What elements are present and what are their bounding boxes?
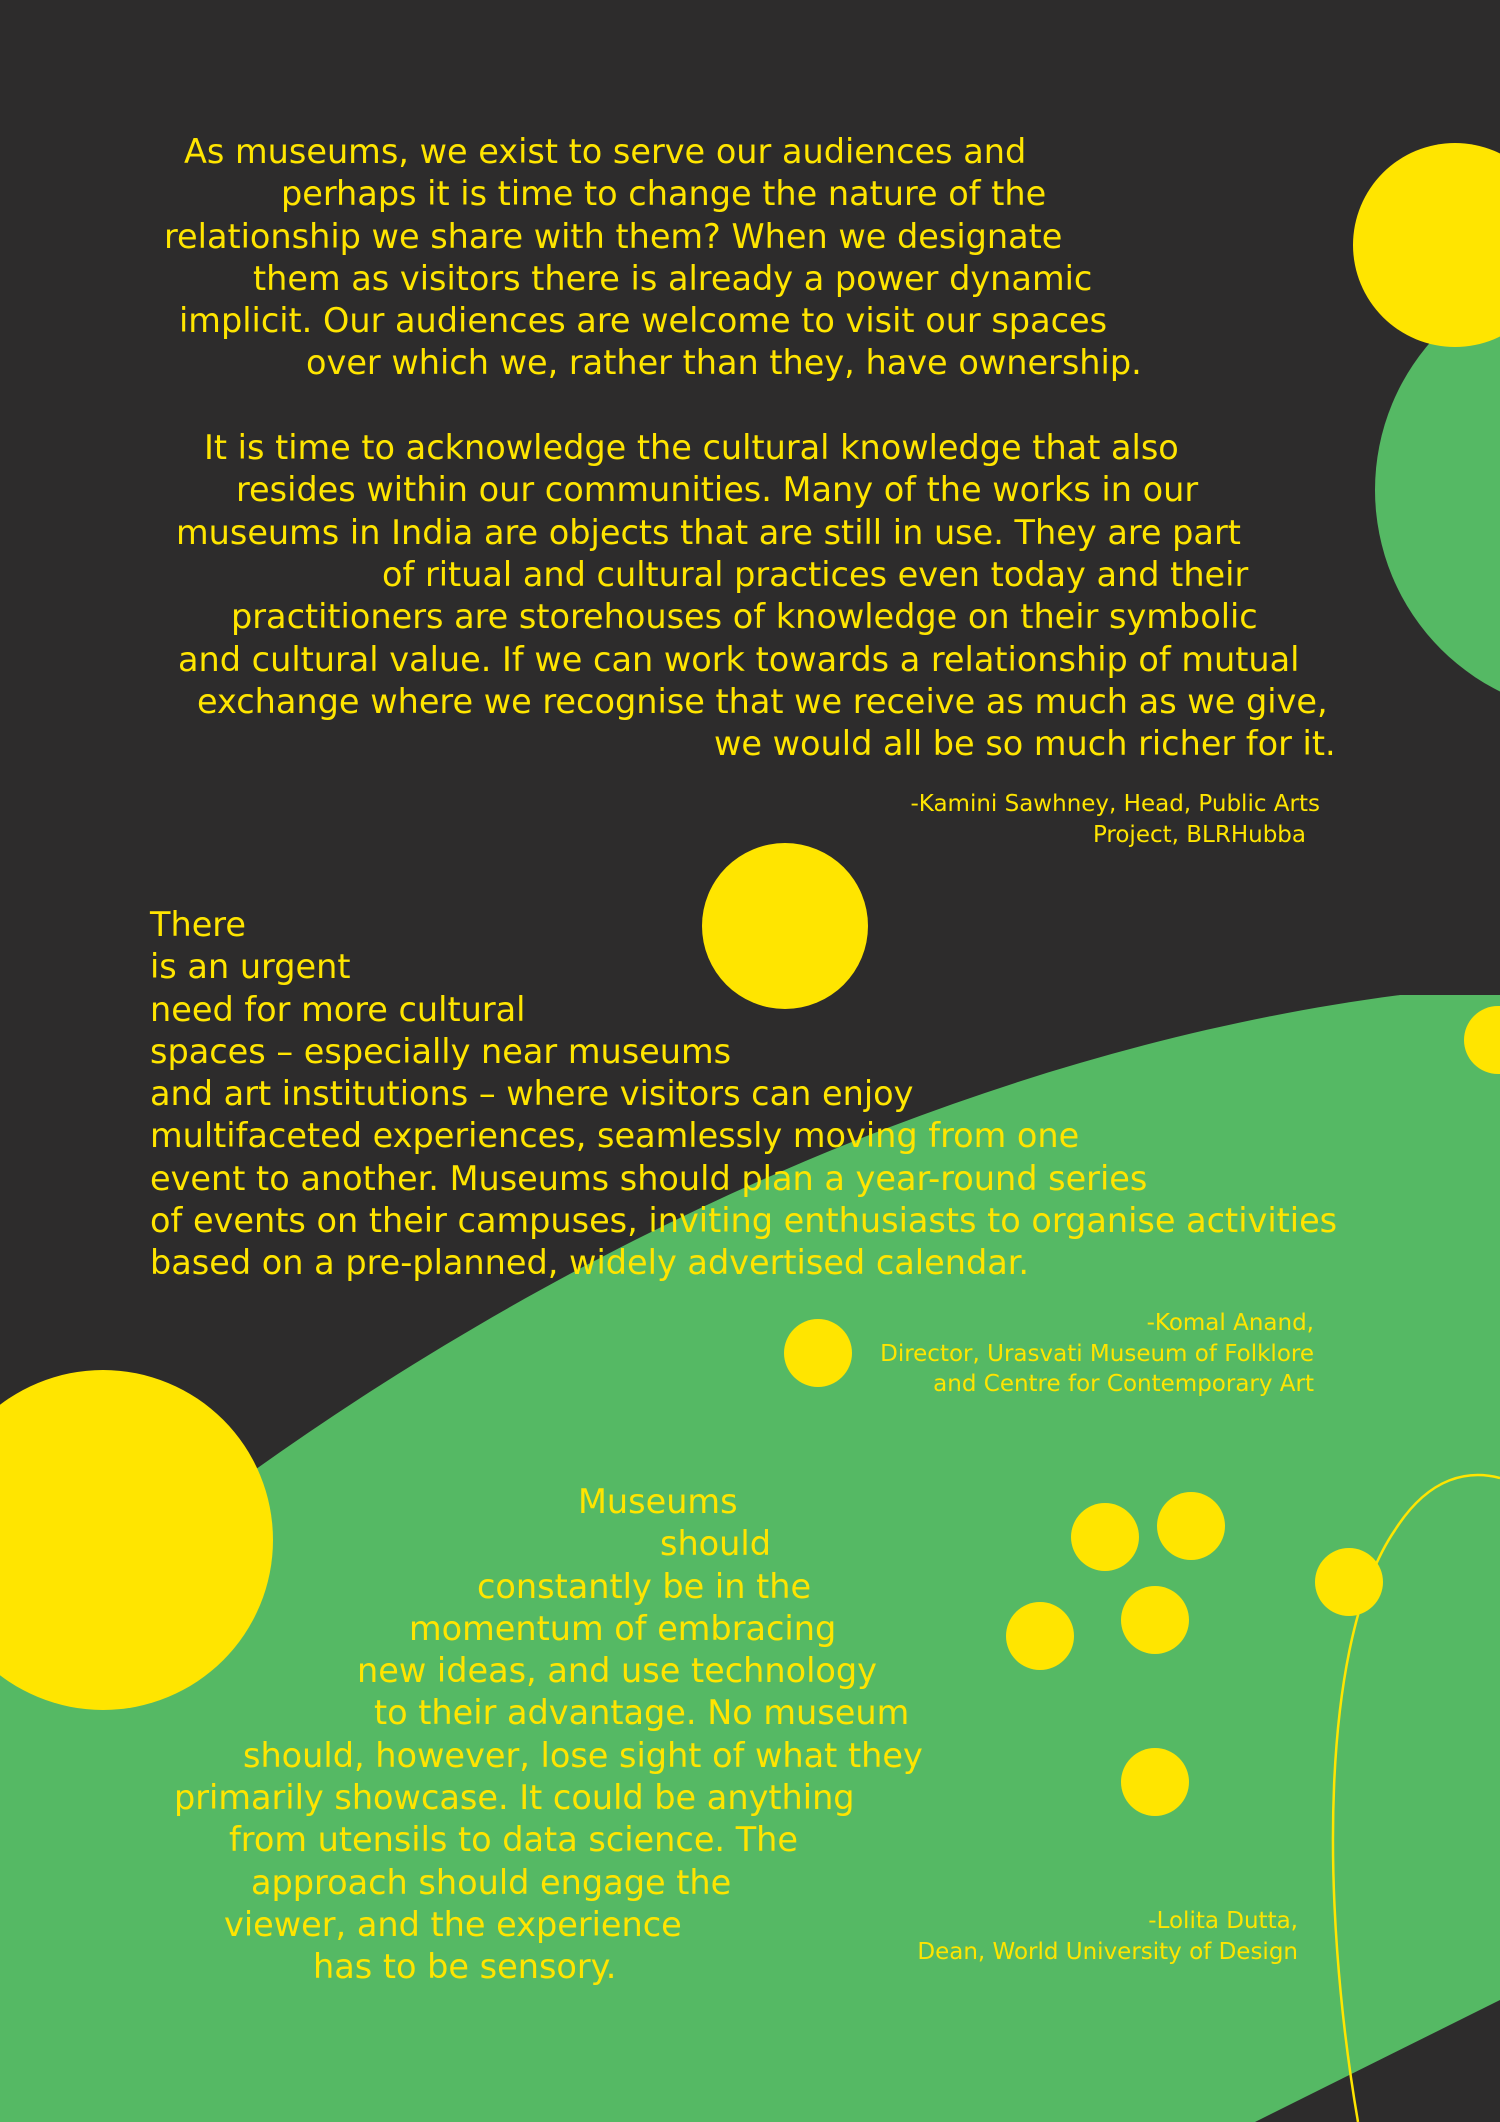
quote-line: approach should engage the	[251, 1862, 732, 1902]
quote-line: viewer, and the experience	[224, 1904, 682, 1944]
quote-line: over which we, rather than they, have ownership.	[306, 343, 1142, 383]
yellow-circle-small-1	[784, 1319, 852, 1387]
yellow-circle-small-7	[1121, 1748, 1189, 1816]
quote-line: to their advantage. No museum	[374, 1693, 910, 1733]
quote-kamini-sawhney	[0, 131, 1336, 765]
quote-line: multifaceted experiences, seamlessly moving from one	[150, 1116, 1080, 1156]
attribution-line: Director, Urasvati Museum of Folklore	[880, 1340, 1314, 1367]
quote-line: museums in India are objects that are still in use. They are part	[176, 512, 1241, 552]
attribution-lolita-dutta	[917, 1906, 1298, 1967]
quote-line: is an urgent	[150, 947, 351, 987]
quote-line: based on a pre-planned, widely advertised calendar.	[150, 1243, 1030, 1283]
quote-line: should	[660, 1524, 771, 1564]
quote-line: practitioners are storehouses of knowledge on their symbolic	[231, 597, 1258, 637]
quote-line: has to be sensory.	[313, 1947, 617, 1987]
yellow-circle-small-2	[1071, 1503, 1139, 1571]
quote-line: event to another. Museums should plan a year-round series	[150, 1158, 1148, 1198]
quote-line: resides within our communities. Many of the works in our	[236, 470, 1199, 510]
yellow-circle-small-5	[1006, 1602, 1074, 1670]
attribution-line: Project, BLRHubba	[1092, 821, 1306, 848]
attribution-line: Dean, World University of Design	[917, 1938, 1298, 1965]
attribution-line: -Lolita Dutta,	[1148, 1908, 1298, 1934]
quote-line: and cultural value. If we can work towards a relationship of mutual	[178, 639, 1300, 679]
quote-line: of ritual and cultural practices even today and their	[382, 554, 1249, 594]
quote-line: of events on their campuses, inviting enthusiasts to organise activities	[150, 1201, 1338, 1241]
quote-line: It is time to acknowledge the cultural knowledge that also	[204, 428, 1179, 468]
yellow-circle-small-3	[1157, 1492, 1225, 1560]
quote-line: should, however, lose sight of what they	[243, 1735, 923, 1775]
quote-line: need for more cultural	[150, 989, 526, 1029]
attribution-line: and Centre for Contemporary Art	[933, 1371, 1314, 1397]
quote-line: implicit. Our audiences are welcome to visit our spaces	[179, 301, 1108, 341]
quote-line: new ideas, and use technology	[357, 1651, 877, 1691]
yellow-circle-small-6	[1121, 1586, 1189, 1654]
yellow-circle-small-4	[1315, 1548, 1383, 1616]
quote-lolita-dutta	[0, 1481, 923, 1989]
quote-line: relationship we share with them? When we designate	[164, 216, 1063, 256]
attribution-komal-anand	[880, 1308, 1314, 1400]
yellow-circle-top-right	[1353, 143, 1500, 347]
quote-line: spaces – especially near museums	[150, 1031, 732, 1071]
quote-line: we would all be so much richer for it.	[714, 724, 1336, 764]
quote-line: perhaps it is time to change the nature of the	[281, 174, 1047, 214]
quote-line: primarily showcase. It could be anything	[174, 1778, 855, 1818]
attribution-line: -Komal Anand,	[1146, 1310, 1314, 1336]
attribution-kamini-sawhney	[910, 789, 1320, 850]
quote-line: Museums	[578, 1482, 738, 1521]
quote-komal-anand	[150, 904, 1337, 1285]
attribution-line: -Kamini Sawhney, Head, Public Arts	[910, 791, 1320, 817]
quote-line: There	[150, 905, 246, 944]
quote-line: them as visitors there is already a power dynamic	[253, 258, 1093, 298]
quote-line: momentum of embracing	[409, 1608, 837, 1648]
quote-line	[0, 385, 1336, 427]
quote-line: and art institutions – where visitors can enjoy	[150, 1074, 914, 1114]
quote-line: exchange where we recognise that we receive as much as we give,	[197, 681, 1328, 721]
quote-line: constantly be in the	[477, 1566, 812, 1606]
quote-line: As museums, we exist to serve our audiences and	[184, 132, 1027, 171]
quote-line: from utensils to data science. The	[229, 1820, 799, 1860]
